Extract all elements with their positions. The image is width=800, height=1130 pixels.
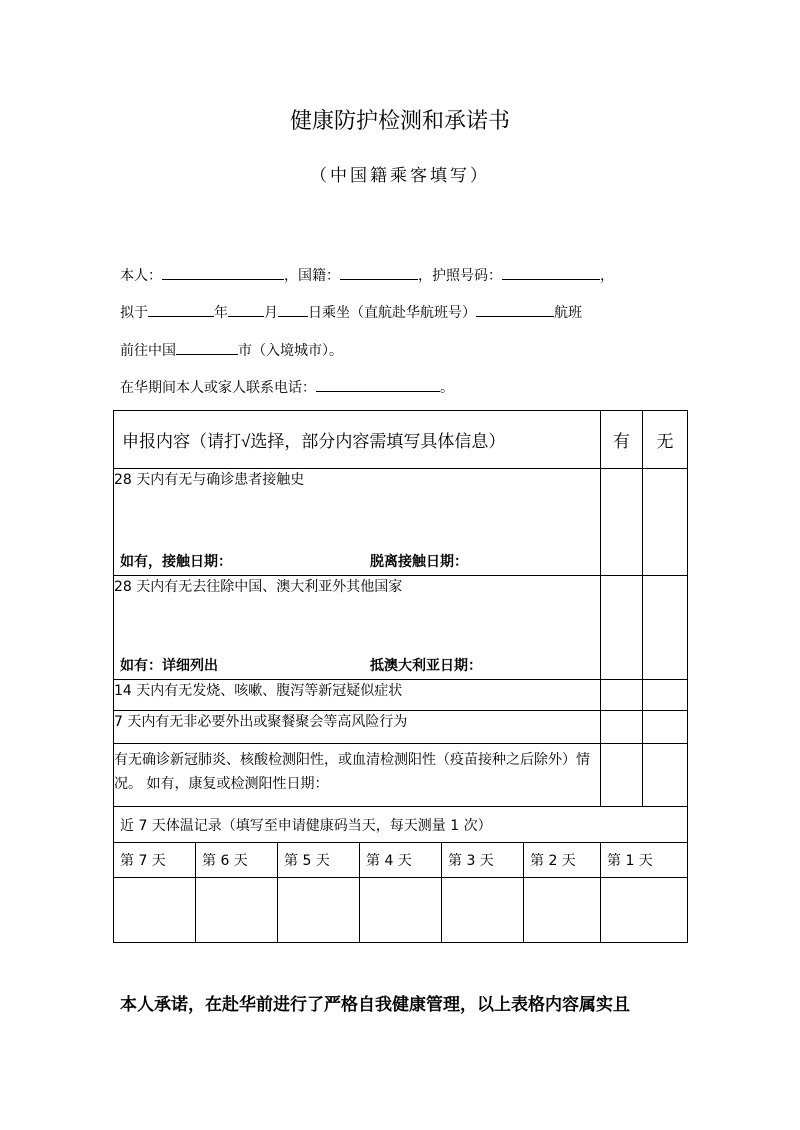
- day-label: 第 1 天: [601, 843, 688, 878]
- separation-date-label: 脱离接触日期：: [370, 554, 468, 570]
- temperature-values-row: [114, 878, 688, 943]
- question-text: 28 天内有无去往除中国、澳大利亚外其他国家: [114, 579, 403, 595]
- table-header-row: [114, 411, 688, 469]
- temperature-input[interactable]: [360, 878, 442, 943]
- yes-checkbox-q5[interactable]: [601, 744, 643, 807]
- passport-label: ，护照号码：: [418, 268, 502, 284]
- yes-checkbox-q1[interactable]: [601, 469, 643, 576]
- no-checkbox-q1[interactable]: [643, 469, 688, 576]
- city-field[interactable]: [176, 340, 238, 355]
- question-positive-history: [114, 744, 601, 807]
- question-subfields: [120, 551, 594, 571]
- contact-label: 在华期间本人或家人联系电话：: [120, 380, 316, 396]
- destination-line: [120, 340, 343, 361]
- question-high-risk: [114, 711, 601, 744]
- flight-suffix: 航班: [554, 305, 582, 321]
- yes-checkbox-q4[interactable]: [601, 711, 643, 744]
- question-text: 14 天内有无发烧、咳嗽、腹泻等新冠疑似症状: [114, 683, 403, 699]
- question-text: 28 天内有无与确诊患者接触史: [114, 472, 305, 488]
- no-checkbox-q5[interactable]: [643, 744, 688, 807]
- temperature-input[interactable]: [114, 878, 196, 943]
- goto-label: 前往中国: [120, 343, 176, 359]
- name-field[interactable]: [162, 265, 284, 280]
- header-no-label: 无: [643, 411, 688, 469]
- declaration-table: [113, 410, 688, 943]
- month-label: 月: [264, 305, 278, 321]
- document-subtitle: （中国籍乘客填写）: [310, 166, 490, 186]
- day-label: 第 3 天: [442, 843, 524, 878]
- temperature-days-row: [114, 843, 688, 878]
- table-row: [114, 469, 688, 576]
- table-row: [114, 711, 688, 744]
- plan-label: 拟于: [120, 305, 148, 321]
- city-suffix: 市（入境城市）。: [238, 343, 343, 359]
- contact-end: 。: [440, 380, 454, 396]
- table-row: [114, 576, 688, 680]
- day-ride-label: 日乘坐（直航赴华航班号）: [308, 305, 476, 321]
- question-symptoms: [114, 680, 601, 711]
- header-yes-label: 有: [601, 411, 643, 469]
- nationality-field[interactable]: [340, 265, 418, 280]
- no-checkbox-q3[interactable]: [643, 680, 688, 711]
- yes-checkbox-q3[interactable]: [601, 680, 643, 711]
- arrival-date-label: 抵澳大利亚日期：: [370, 658, 482, 674]
- day-label: 第 6 天: [196, 843, 278, 878]
- day-field[interactable]: [278, 302, 308, 317]
- travel-plan-line: [120, 302, 582, 323]
- question-subfields: [120, 655, 594, 675]
- contact-date-label: 如有，接触日期：: [120, 554, 232, 570]
- question-text: 有无确诊新冠肺炎、核酸检测阳性，或血清检测阳性（疫苗接种之后除外）情况。 如有，康复或检测阳性日期：: [114, 752, 590, 792]
- day-label: 第 4 天: [360, 843, 442, 878]
- day-label: 第 5 天: [278, 843, 360, 878]
- month-field[interactable]: [228, 302, 264, 317]
- table-row: [114, 744, 688, 807]
- question-text: 7 天内有无非必要外出或聚餐聚会等高风险行为: [114, 714, 408, 730]
- temperature-input[interactable]: [601, 878, 688, 943]
- question-travel-history: [114, 576, 601, 680]
- flight-field[interactable]: [476, 302, 554, 317]
- temperature-title: 近 7 天体温记录（填写至申请健康码当天，每天测量 1 次）: [114, 807, 688, 843]
- contact-field[interactable]: [316, 377, 440, 392]
- personal-info-line: [120, 265, 614, 286]
- day-label: 第 2 天: [524, 843, 601, 878]
- pledge-text: 本人承诺，在赴华前进行了严格自我健康管理，以上表格内容属实且: [120, 995, 630, 1015]
- temperature-input[interactable]: [278, 878, 360, 943]
- day-label: 第 7 天: [114, 843, 196, 878]
- passport-field[interactable]: [502, 265, 600, 280]
- line1-end: ，: [600, 268, 614, 284]
- table-row: [114, 680, 688, 711]
- no-checkbox-q2[interactable]: [643, 576, 688, 680]
- contact-line: [120, 377, 454, 398]
- temperature-input[interactable]: [442, 878, 524, 943]
- header-content-label: 申报内容（请打√选择，部分内容需填写具体信息）: [114, 411, 601, 469]
- year-field[interactable]: [148, 302, 214, 317]
- document-title: 健康防护检测和承诺书: [289, 109, 510, 134]
- no-checkbox-q4[interactable]: [643, 711, 688, 744]
- temperature-title-row: [114, 807, 688, 843]
- temperature-input[interactable]: [524, 878, 601, 943]
- yes-checkbox-q2[interactable]: [601, 576, 643, 680]
- temperature-input[interactable]: [196, 878, 278, 943]
- nationality-label: ，国籍：: [284, 268, 340, 284]
- detail-list-label: 如有：详细列出: [120, 658, 218, 674]
- year-label: 年: [214, 305, 228, 321]
- question-contact-history: [114, 469, 601, 576]
- name-label: 本人：: [120, 268, 162, 284]
